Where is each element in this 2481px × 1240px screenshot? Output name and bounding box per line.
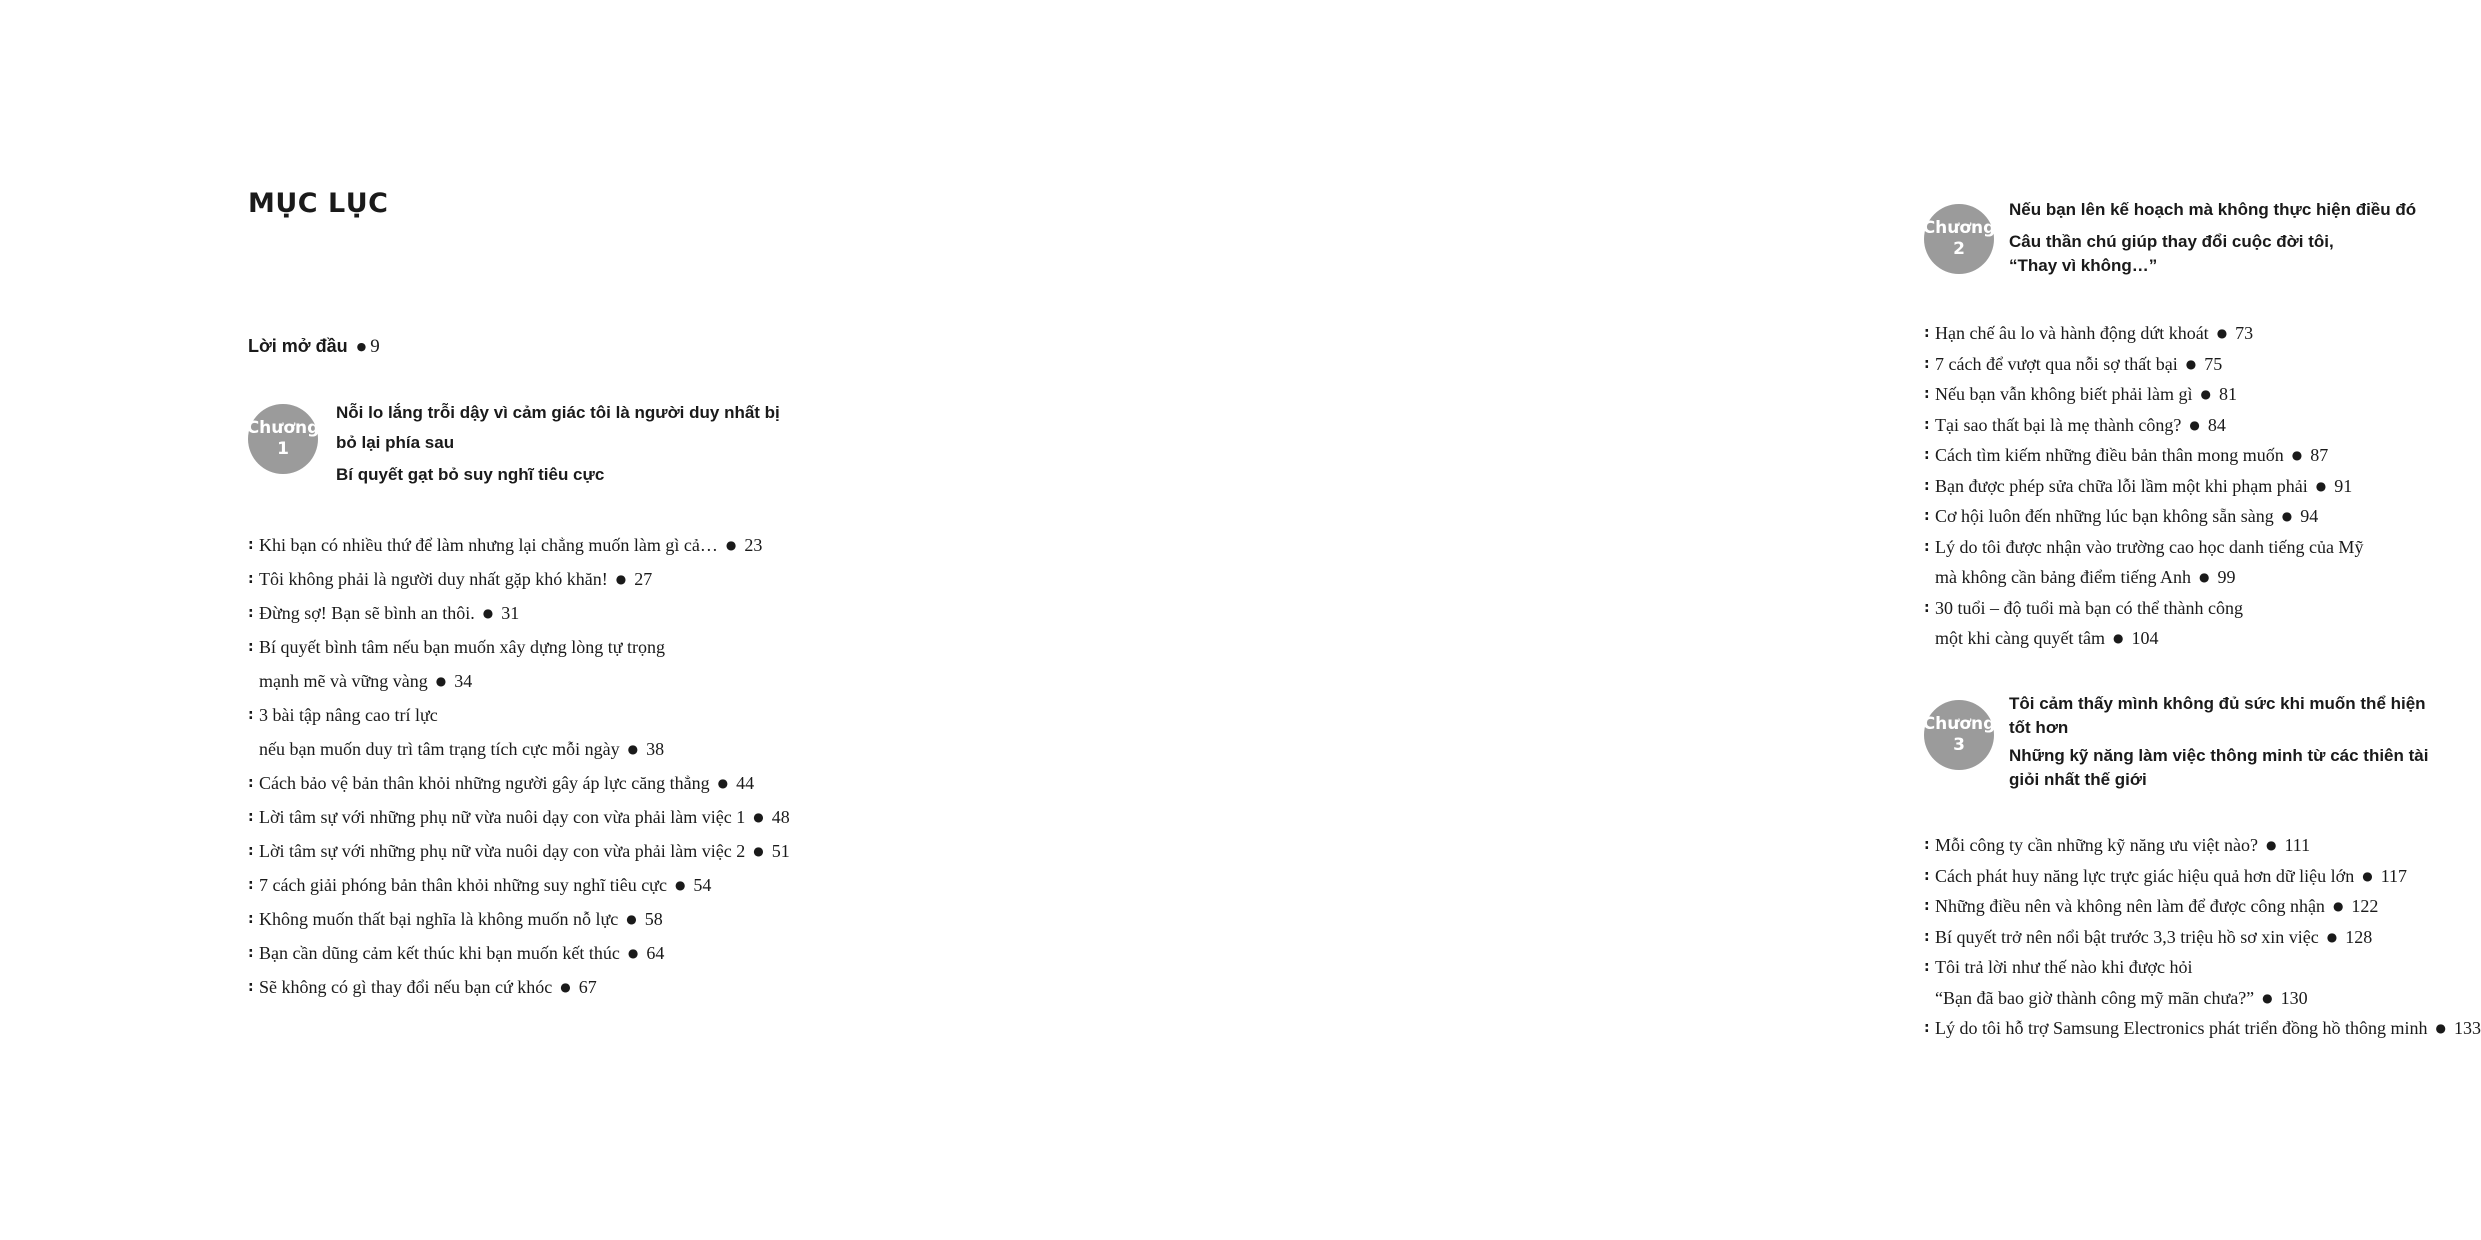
bullet-separator: ● [2262,990,2273,1005]
toc-entry[interactable] [1924,501,2363,532]
bullet-separator: ● [2332,899,2344,913]
entry-text: Lời tâm sự với những phụ nữ vừa nuôi dạy con vừa phải làm việc 2 [259,841,746,861]
bullet-separator: ● [2362,868,2373,883]
entry-text: 3 bài tập nâng cao trí lực [259,705,438,725]
chapter-subheading: Câu thần chú giúp thay đổi cuộc đời tôi, “Thay vì không…” [2009,232,2334,275]
bullet-icon: : [248,843,254,859]
entry-text: Hạn chế âu lo và hành động dứt khoát [1935,323,2209,343]
entry-text: 7 cách để vượt qua nỗi sợ thất bại [1935,353,2178,374]
entry-page: 44 [736,773,755,793]
bullet-icon: : [1924,599,1930,616]
bullet-separator: ● [2315,478,2327,493]
chapter-title-block [336,398,786,490]
bullet-icon: : [1924,447,1930,463]
bullet-icon: : [248,605,254,621]
bullet-icon: : [1924,898,1930,914]
entry-text: Bí quyết trở nên nổi bật trước 3,3 triệu hồ sơ xin việc [1935,926,2319,947]
entry-text: Những điều nên và không nên làm để được công nhận [1935,896,2325,916]
entry-text: Tại sao thất bại là mẹ thành công? [1935,414,2182,435]
entry-page: 27 [634,569,653,589]
bullet-separator: ● [356,340,367,353]
entry-page: 34 [454,671,473,691]
toc-entry[interactable] [248,698,790,766]
entry-text: Lý do tôi được nhận vào trường cao học danh tiếng của Mỹ [1935,536,2364,557]
bullet-icon: : [248,707,254,723]
bullet-separator: ● [627,946,639,960]
entry-text: Bạn cần dũng cảm kết thúc khi bạn muốn kết thúc [259,943,620,963]
bullet-icon: : [248,809,254,825]
toc-entry[interactable] [248,800,790,834]
bullet-separator: ● [2198,570,2210,584]
toc-entry[interactable] [248,970,790,1004]
entry-page: 48 [771,807,790,827]
entry-text: Cách bảo vệ bản thân khỏi những người gây áp lực căng thẳng [259,773,710,793]
entry-text: Bạn được phép sửa chữa lỗi lầm một khi phạm phải [1935,475,2308,496]
entry-page: 31 [501,603,520,623]
entry-text: Lời tâm sự với những phụ nữ vừa nuôi dạy con vừa phải làm việc 1 [259,807,746,827]
entry-text: Tôi không phải là người duy nhất gặp khó khăn! [259,569,608,589]
entry-page: 104 [2131,628,2159,648]
entry-text: Khi bạn có nhiều thứ để làm nhưng lại chẳng muốn làm gì cả… [259,535,718,555]
toc-entry[interactable] [1924,593,2363,654]
bullet-icon: : [248,877,254,893]
toc-entry[interactable] [248,902,790,936]
bullet-separator: ● [2200,387,2211,401]
bullet-icon: : [248,639,254,655]
entry-page: 84 [2207,414,2226,435]
chapter-3-entries [1924,830,2481,1044]
bullet-icon: : [1924,477,1930,494]
entry-text: Đừng sợ! Bạn sẽ bình an thôi. [259,603,475,623]
entry-text-line2: “Bạn đã bao giờ thành công mỹ mãn chưa?” [1935,987,2255,1008]
bullet-icon: : [248,537,254,553]
right-page [877,0,2481,1240]
entry-page: 51 [771,841,790,861]
chapter-badge-word: Chương [246,418,320,438]
bullet-separator: ● [615,572,627,586]
bullet-separator: ● [2185,356,2197,371]
entry-page: 38 [646,739,665,759]
entry-page: 58 [644,909,663,929]
entry-text: Nếu bạn vẫn không biết phải làm gì [1935,384,2193,404]
bullet-separator: ● [2265,838,2277,852]
bullet-icon: : [248,571,254,587]
preface-label: Lời mở đầu [248,336,348,356]
bullet-icon: : [1924,508,1930,524]
toc-entry[interactable] [1924,1013,2481,1044]
toc-entry[interactable] [248,596,790,630]
bullet-separator: ● [717,776,729,790]
toc-entry[interactable] [1924,440,2363,471]
bullet-icon: : [248,775,254,791]
bullet-separator: ● [753,810,764,824]
chapter-title-block [2009,198,2449,278]
chapter-badge-number: 2 [1953,239,1965,259]
left-page [0,0,877,1240]
toc-entry[interactable] [248,936,790,970]
chapter-badge [248,404,318,474]
bullet-icon: : [1924,355,1930,372]
bullet-separator: ● [2112,631,2124,645]
entry-page: 67 [578,977,597,997]
entry-page: 94 [2300,506,2319,526]
entry-text: Mỗi công ty cần những kỹ năng ưu việt nào? [1935,835,2258,855]
bullet-icon: : [1924,867,1930,884]
entry-text-line2: một khi càng quyết tâm [1935,628,2105,648]
bullet-icon: : [248,945,254,961]
bullet-separator: ● [725,538,737,552]
entry-page: 75 [2204,353,2223,374]
entry-text: Cơ hội luôn đến những lúc bạn không sẵn sàng [1935,506,2274,526]
toc-entry[interactable] [1924,349,2363,380]
chapter-badge-word: Chương [1922,218,1996,238]
chapter-title-block [2009,692,2449,792]
chapter-subheading: Những kỹ năng làm việc thông minh từ các thiên tài giỏi nhất thế giới [2009,746,2429,789]
entry-page: 128 [2345,926,2373,947]
toc-entry[interactable] [1924,318,2363,349]
entry-page: 130 [2280,987,2308,1008]
bullet-separator: ● [2435,1021,2446,1035]
chapter-subheading: Bí quyết gạt bỏ suy nghĩ tiêu cực [336,465,605,484]
bullet-separator: ● [674,878,686,892]
entry-page: 111 [2284,835,2311,855]
entry-text: Lý do tôi hỗ trợ Samsung Electronics phát triển đồng hồ thông minh [1935,1018,2428,1038]
entry-page: 91 [2334,475,2353,496]
entry-text: 30 tuổi – độ tuổi mà bạn có thể thành công [1935,597,2243,618]
toc-entry[interactable] [1924,922,2481,953]
bullet-separator: ● [560,980,571,994]
bullet-separator: ● [626,912,637,926]
entry-page: 23 [744,535,763,555]
toc-entry[interactable] [1924,861,2481,892]
entry-text: Cách tìm kiếm những điều bản thân mong muốn [1935,445,2284,465]
bullet-separator: ● [2281,509,2293,523]
entry-page: 122 [2351,896,2379,916]
entry-text-line2: mà không cần bảng điểm tiếng Anh [1935,567,2191,587]
entry-text: 7 cách giải phóng bản thân khỏi những suy nghĩ tiêu cực [259,875,667,895]
toc-title: MỤC LỤC [248,188,389,219]
bullet-separator: ● [2216,326,2228,340]
toc-entry[interactable] [248,834,790,868]
bullet-icon: : [1924,538,1930,555]
entry-text: Bí quyết bình tâm nếu bạn muốn xây dựng lòng tự trọng [259,637,665,657]
chapter-heading: Nỗi lo lắng trỗi dậy vì cảm giác tôi là người duy nhất bị bỏ lại phía sau [336,403,780,452]
toc-entry[interactable] [1924,410,2363,441]
chapter-1-entries [248,528,790,1004]
toc-entry[interactable] [248,630,790,698]
bullet-separator: ● [753,844,764,858]
bullet-icon: : [1924,837,1930,853]
toc-entry[interactable] [248,868,790,902]
bullet-separator: ● [2326,929,2338,944]
bullet-icon: : [248,911,254,927]
bullet-separator: ● [627,742,639,756]
entry-page: 117 [2380,865,2408,886]
toc-entry[interactable] [1924,952,2481,1013]
bullet-separator: ● [482,606,494,620]
toc-entry[interactable] [1924,471,2363,502]
entry-page: 54 [693,875,712,895]
preface-entry [248,336,380,358]
toc-entry[interactable] [1924,830,2481,861]
entry-text: Sẽ không có gì thay đổi nếu bạn cứ khóc [259,977,553,997]
entry-text: Không muốn thất bại nghĩa là không muốn nỗ lực [259,909,619,929]
chapter-badge-number: 3 [1953,735,1965,755]
bullet-separator: ● [2291,448,2303,462]
bullet-icon: : [1924,325,1930,341]
bullet-icon: : [1924,928,1930,945]
toc-entry[interactable] [1924,891,2481,922]
bullet-icon: : [1924,1020,1930,1036]
entry-text-line2: nếu bạn muốn duy trì tâm trạng tích cực mỗi ngày [259,739,620,759]
entry-page: 99 [2217,567,2236,587]
toc-entry[interactable] [1924,532,2363,593]
chapter-2-entries [1924,318,2363,654]
entry-page: 133 [2453,1018,2481,1038]
bullet-separator: ● [435,674,447,688]
bullet-separator: ● [2189,417,2200,432]
entry-page: 64 [646,943,665,963]
entry-page: 87 [2310,445,2329,465]
entry-text-line2: mạnh mẽ và vững vàng [259,671,428,691]
entry-text: Tôi trả lời như thế nào khi được hỏi [1935,957,2193,977]
chapter-badge [1924,700,1994,770]
entry-text: Cách phát huy năng lực trực giác hiệu quả hơn dữ liệu lớn [1935,865,2355,886]
chapter-badge-word: Chương [1922,714,1996,734]
entry-page: 73 [2235,323,2254,343]
chapter-heading: Nếu bạn lên kế hoạch mà không thực hiện điều đó [2009,200,2417,219]
toc-entry[interactable] [1924,379,2363,410]
bullet-icon: : [1924,416,1930,433]
bullet-icon: : [1924,386,1930,402]
chapter-badge-number: 1 [277,439,289,459]
toc-entry[interactable] [248,562,790,596]
toc-entry[interactable] [248,528,790,562]
chapter-badge [1924,204,1994,274]
chapter-heading: Tôi cảm thấy mình không đủ sức khi muốn thể hiện tốt hơn [2009,694,2426,737]
entry-page: 81 [2218,384,2237,404]
toc-entry[interactable] [248,766,790,800]
bullet-icon: : [1924,959,1930,975]
preface-page: 9 [370,336,380,357]
bullet-icon: : [248,979,254,995]
